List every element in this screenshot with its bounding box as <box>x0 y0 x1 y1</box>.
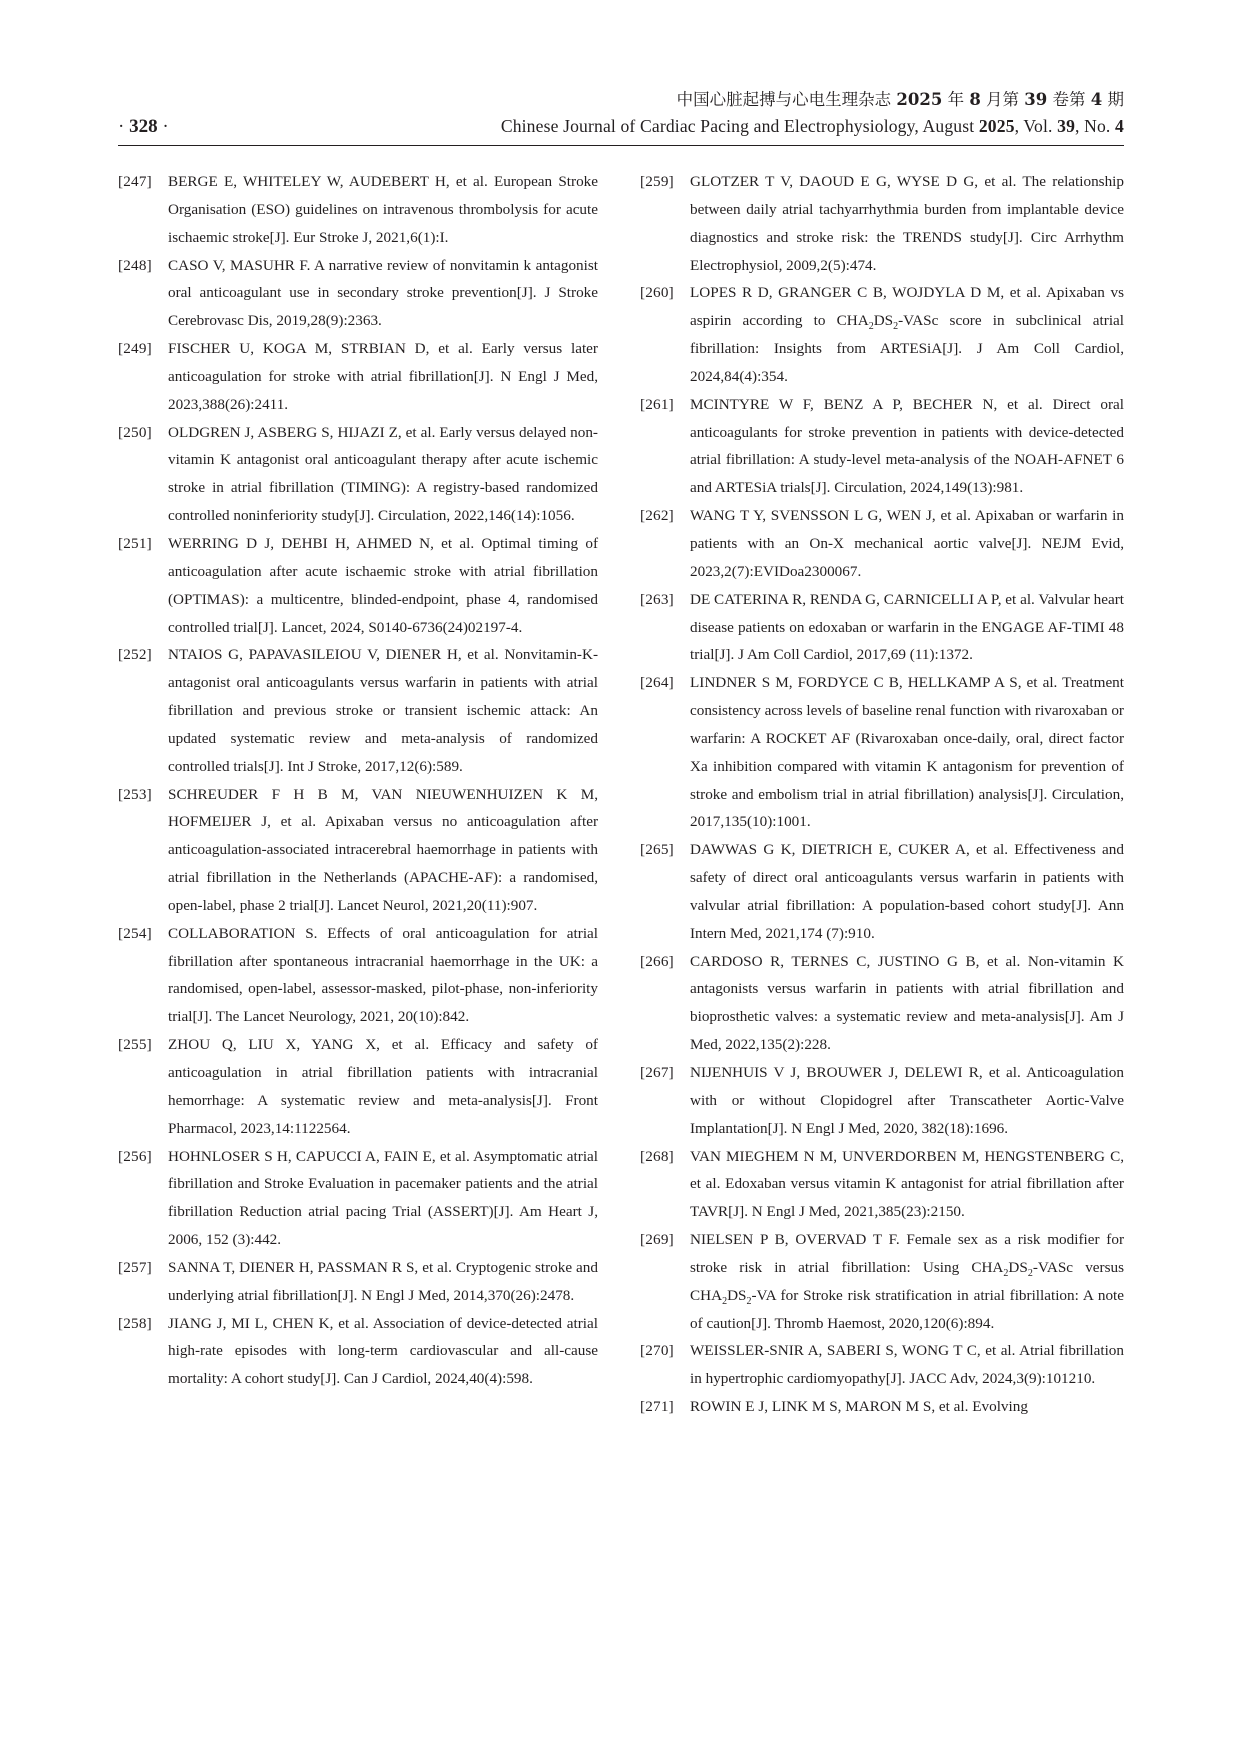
reference-number: [256] <box>118 1147 152 1165</box>
reference-number: [248] <box>118 256 152 274</box>
reference-item <box>118 1254 598 1310</box>
header-issue-cn: 4 <box>1090 90 1103 109</box>
reference-text: LINDNER S M, FORDYCE C B, HELLKAMP A S, et al. Treatment consistency across levels of baseline renal function with rivaroxaban or warfarin: A ROCKET AF (Rivaroxaban once-daily, oral, direct factor Xa inhibition compared with vitamin K antagonism for prevention of stroke and embolism trial in atrial fibrillation) analysis[J]. Circulation, 2017,135(10):1001. <box>690 674 1124 831</box>
reference-text: MCINTYRE W F, BENZ A P, BECHER N, et al. Direct oral anticoagulants for stroke prevention in patients with device-detected atrial fibrillation: A study-level meta-analysis of the NOAH-AFNET 6 and ARTESiA trials[J]. Circulation, 2024,149(13):981. <box>690 395 1124 497</box>
reference-item <box>640 836 1124 947</box>
header-volume-en: 39 <box>1057 116 1076 136</box>
header-english-citation: Chinese Journal of Cardiac Pacing and Electrophysiology, August 2025, Vol. 39, No. 4 <box>500 116 1124 136</box>
reference-number: [247] <box>118 173 152 190</box>
reference-number: [258] <box>118 1314 152 1332</box>
reference-text: NIJENHUIS V J, BROUWER J, DELEWI R, et al. Anticoagulation with or without Clopidogrel after Transcatheter Aortic-Valve Implantation[J]. N Engl J Med, 2020, 382(18):1696. <box>690 1064 1124 1137</box>
reference-text: CASO V, MASUHR F. A narrative review of nonvitamin k antagonist oral anticoagulant use in secondary stroke prevention[J]. J Stroke Cerebrovasc Dis, 2019,28(9):2363. <box>168 256 598 330</box>
reference-number: [254] <box>118 924 152 942</box>
reference-item <box>640 1059 1124 1143</box>
reference-number: [262] <box>640 507 674 525</box>
journal-english-name: Chinese Journal of Cardiac Pacing and Electrophysiology, August <box>500 116 975 136</box>
reference-number: [267] <box>640 1064 674 1081</box>
reference-text: WANG T Y, SVENSSON L G, WEN J, et al. Apixaban or warfarin in patients with an On-X mechanical aortic valve[J]. NEJM Evid, 2023,2(7):EVIDoa2300067. <box>690 507 1124 580</box>
journal-chinese-name: 中国心脏起搏与心电生理杂志 <box>676 90 892 109</box>
reference-item <box>118 1031 598 1142</box>
reference-number: [251] <box>118 534 152 552</box>
reference-item <box>118 641 598 780</box>
reference-text: ZHOU Q, LIU X, YANG X, et al. Efficacy and safety of anticoagulation in atrial fibrillation patients with intracranial hemorrhage: A systematic review and meta-analysis[J]. Front Pharmacol, 2023,14:1122564. <box>168 1036 598 1137</box>
page-number-label: · 328 · <box>118 116 169 137</box>
reference-item <box>640 391 1124 502</box>
reference-number: [250] <box>118 423 152 441</box>
reference-number: [266] <box>640 952 674 970</box>
reference-text: VAN MIEGHEM N M, UNVERDORBEN M, HENGSTENBERG C, et al. Edoxaban versus vitamin K antagonist for atrial fibrillation after TAVR[J]. N Engl J Med, 2021,385(23):2150. <box>690 1147 1124 1221</box>
reference-item <box>118 168 598 252</box>
reference-text: HOHNLOSER S H, CAPUCCI A, FAIN E, et al. Asymptomatic atrial fibrillation and Stroke Evaluation in pacemaker patients and the atrial fibrillation Reduction atrial pacing Trial (ASSERT)[J]. Am Heart J, 2006, 152 (3):442. <box>168 1147 598 1249</box>
reference-text: WEISSLER-SNIR A, SABERI S, WONG T C, et al. Atrial fibrillation in hypertrophic cardiomyopathy[J]. JACC Adv, 2024,3(9):101210. <box>690 1342 1124 1388</box>
reference-text: BERGE E, WHITELEY W, AUDEBERT H, et al. European Stroke Organisation (ESO) guidelines on intravenous thrombolysis for acute ischaemic stroke[J]. Eur Stroke J, 2021,6(1):I. <box>168 173 598 246</box>
reference-item <box>640 502 1124 586</box>
reference-item <box>640 168 1124 279</box>
reference-item <box>118 530 598 641</box>
reference-text: DAWWAS G K, DIETRICH E, CUKER A, et al. Effectiveness and safety of direct oral anticoagulants versus warfarin in patients with valvular atrial fibrillation: A population-based cohort study[J]. Ann Intern Med, 2021,174 (7):910. <box>690 841 1124 942</box>
reference-text: LOPES R D, GRANGER C B, WOJDYLA D M, et al. Apixaban vs aspirin according to $CHA_2DS_2$-VASc score in subclinical atrial fibrillation: Insights from ARTESiA[J]. J Am Coll Cardiol, 2024,84(4):354. <box>690 284 1124 385</box>
header-rule <box>118 145 1124 146</box>
page-number: 328 <box>129 116 158 137</box>
reference-number: [260] <box>640 284 674 302</box>
reference-number: [249] <box>118 340 152 358</box>
reference-text: CARDOSO R, TERNES C, JUSTINO G B, et al. Non-vitamin K antagonists versus warfarin in patients with atrial fibrillation and bioprosthetic valves: a systematic review and meta-analysis[J]. Am J Med, 2022,135(2):228. <box>690 952 1124 1054</box>
reference-number: [263] <box>640 590 674 608</box>
reference-item <box>640 279 1124 390</box>
reference-text: NIELSEN P B, OVERVAD T F. Female sex as a risk modifier for stroke risk in atrial fibrillation: Using $CHA_2DS_2$-VASc versus $CHA_2DS_2-VA$ for Stroke risk stratification in atrial fibrillation: A note of caution[J]. Thromb Haemost, 2020,120(6):894. <box>690 1231 1124 1332</box>
reference-number: [252] <box>118 646 152 664</box>
reference-item <box>118 335 598 419</box>
reference-number: [255] <box>118 1036 152 1054</box>
reference-text: FISCHER U, KOGA M, STRBIAN D, et al. Early versus later anticoagulation for stroke with atrial fibrillation[J]. N Engl J Med, 2023,388(26):2411. <box>168 340 598 413</box>
reference-item <box>118 1310 598 1394</box>
header-year-en: 2025 <box>978 116 1015 136</box>
header-issue-en: 4 <box>1115 116 1124 136</box>
reference-item <box>640 586 1124 670</box>
reference-item <box>640 1226 1124 1337</box>
reference-item <box>118 252 598 336</box>
reference-item <box>118 920 598 1031</box>
reference-text: JIANG J, MI L, CHEN K, et al. Association of device-detected atrial high-rate episodes with long-term cardiovascular and all-cause mortality: A cohort study[J]. Can J Cardiol, 2024,40(4):598. <box>168 1314 598 1388</box>
reference-number: [259] <box>640 173 674 190</box>
reference-text: COLLABORATION S. Effects of oral anticoagulation for atrial fibrillation after spontaneous intracranial haemorrhage in the UK: a randomised, open-label, assessor-masked, pilot-phase, non-inferiority trial[J]. The Lancet Neurology, 2021, 20(10):842. <box>168 924 598 1026</box>
reference-item <box>640 1393 1124 1421</box>
reference-number: [270] <box>640 1342 674 1360</box>
reference-item <box>118 419 598 530</box>
reference-item <box>640 1337 1124 1393</box>
reference-number: [269] <box>640 1231 674 1249</box>
header-year-cn: 2025 <box>896 90 943 109</box>
header-month-cn: 8 <box>969 90 981 109</box>
reference-item <box>640 948 1124 1059</box>
header-chinese-citation: 中国心脏起搏与心电生理杂志 2025 年 8 月第 39 卷第 4 期 <box>676 90 1124 109</box>
reference-text: SANNA T, DIENER H, PASSMAN R S, et al. Cryptogenic stroke and underlying atrial fibrillation[J]. N Engl J Med, 2014,370(26):2478. <box>168 1258 598 1304</box>
reference-text: OLDGREN J, ASBERG S, HIJAZI Z, et al. Early versus delayed non-vitamin K antagonist oral anticoagulant therapy after acute ischemic stroke in atrial fibrillation (TIMING): A registry-based randomized controlled noninferiority study[J]. Circulation, 2022,146(14):1056. <box>168 423 598 525</box>
reference-text: DE CATERINA R, RENDA G, CARNICELLI A P, et al. Valvular heart disease patients on edoxaban or warfarin in the ENGAGE AF-TIMI 48 trial[J]. J Am Coll Cardiol, 2017,69 (11):1372. <box>690 590 1124 664</box>
reference-text: NTAIOS G, PAPAVASILEIOU V, DIENER H, et al. Nonvitamin-K-antagonist oral anticoagulants versus warfarin in patients with atrial fibrillation and previous stroke or transient ischemic attack: An updated systematic review and meta-analysis of randomized controlled trials[J]. Int J Stroke, 2017,12(6):589. <box>168 646 598 775</box>
reference-text: ROWIN E J, LINK M S, MARON M S, et al. Evolving <box>690 1398 1028 1416</box>
reference-item <box>118 1143 598 1254</box>
reference-text: WERRING D J, DEHBI H, AHMED N, et al. Optimal timing of anticoagulation after acute ischaemic stroke with atrial fibrillation (OPTIMAS): a multicentre, blinded-endpoint, phase 4, randomised controlled trial[J]. Lancet, 2024, S0140-6736(24)02197-4. <box>168 534 598 636</box>
reference-number: [268] <box>640 1147 674 1165</box>
reference-number: [257] <box>118 1258 152 1276</box>
reference-number: [271] <box>640 1398 674 1416</box>
reference-text: GLOTZER T V, DAOUD E G, WYSE D G, et al. The relationship between daily atrial tachyarrhythmia burden from implantable device diagnostics and stroke risk: the TRENDS study[J]. Circ Arrhythm Electrophysiol, 2009,2(5):474. <box>690 173 1124 274</box>
reference-number: [253] <box>118 785 152 803</box>
reference-number: [265] <box>640 841 674 859</box>
reference-number: [261] <box>640 395 674 413</box>
references-left-column <box>118 168 598 1393</box>
reference-number: [264] <box>640 674 674 692</box>
references-right-column <box>640 168 1124 1421</box>
header-volume-cn: 39 <box>1024 90 1048 109</box>
reference-text: SCHREUDER F H B M, VAN NIEUWENHUIZEN K M, HOFMEIJER J, et al. Apixaban versus no anticoagulation after anticoagulation-associated intracerebral haemorrhage in patients with atrial fibrillation in the Netherlands (APACHE-AF): a randomised, open-label, phase 2 trial[J]. Lancet Neurol, 2021,20(11):907. <box>168 785 598 914</box>
reference-item <box>118 781 598 920</box>
reference-item <box>640 669 1124 836</box>
reference-item <box>640 1143 1124 1227</box>
